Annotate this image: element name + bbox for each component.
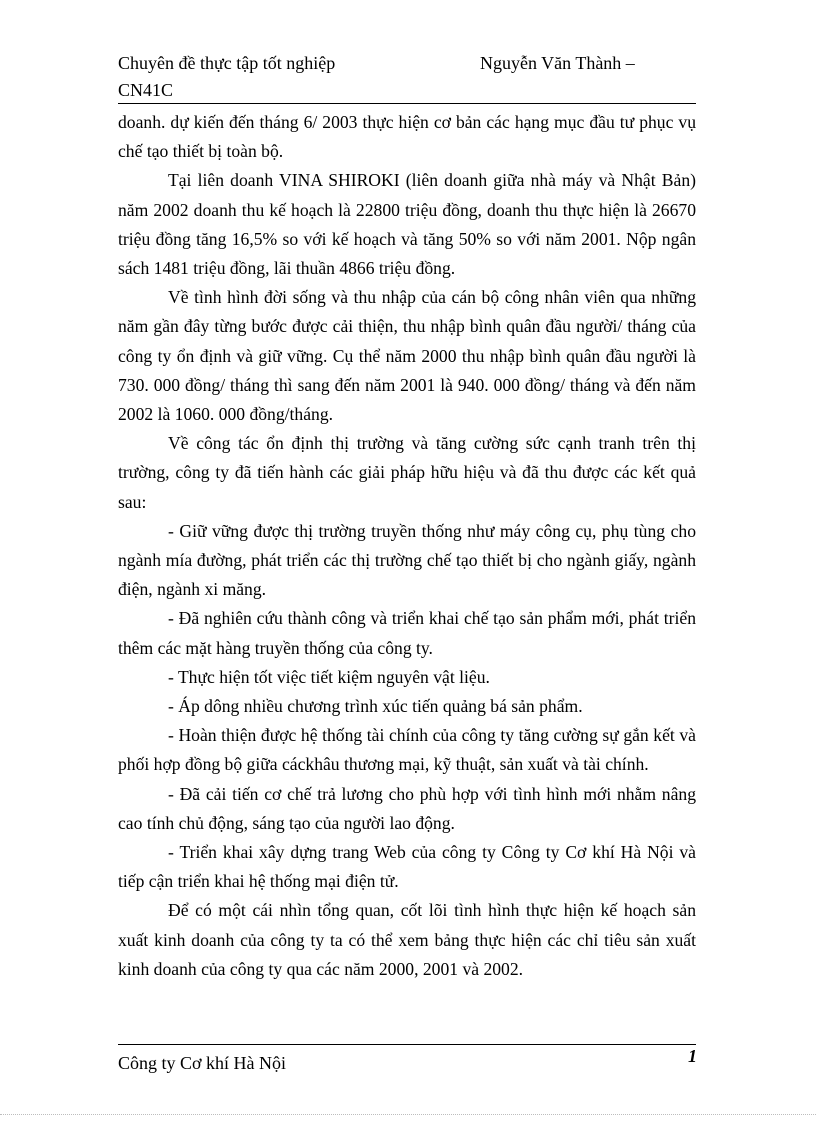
header-class-code: CN41C bbox=[118, 80, 174, 100]
header-author: Nguyễn Văn Thành – bbox=[480, 53, 635, 73]
list-item-promotion: - Áp dông nhiều chương trình xúc tiến quảng bá sản phẩm. bbox=[168, 696, 583, 717]
page-header bbox=[118, 48, 698, 108]
list-item-materials: - Thực hiện tốt việc tiết kiệm nguyên vật liệu. bbox=[168, 666, 490, 687]
paragraph-income: Về tình hình đời sống và thu nhập của cán bộ công nhân viên qua những năm gần đây từng bước được cải thiện, thu nhập bình quân đầu người/ tháng của công ty ổn định và giữ vững. Cụ thể năm 2000 thu nhập bình quân đầu người là 730. 000 đồng/ tháng thì sang đến năm 2001 là 940. 000 đồng/ tháng và đến năm 2002 là 1060. 000 đồng/tháng. bbox=[118, 287, 696, 425]
page-number: 1 bbox=[688, 1046, 697, 1066]
list-item-website: - Triển khai xây dựng trang Web của công ty Công ty Cơ khí Hà Nội và tiếp cận triển khai hệ thống mại điện tử. bbox=[118, 842, 696, 892]
paragraph-vina-shiroki: Tại liên doanh VINA SHIROKI (liên doanh giữa nhà máy và Nhật Bản) năm 2002 doanh thu kế hoạch là 22800 triệu đồng, doanh thu thực hiện là 26670 triệu đồng tăng 16,5% so với kế hoạch và tăng 50% so với năm 2001. Nộp ngân sách 1481 triệu đồng, lãi thuần 4866 triệu đồng. bbox=[118, 170, 696, 279]
paragraph-continuation: doanh. dự kiến đến tháng 6/ 2003 thực hiện cơ bản các hạng mục đầu tư phục vụ chế tạo thiết bị toàn bộ. bbox=[118, 112, 696, 162]
footer-divider bbox=[118, 1044, 696, 1045]
header-report-title: Chuyên đề thực tập tốt nghiệp bbox=[118, 53, 336, 73]
footer-company: Công ty Cơ khí Hà Nội bbox=[118, 1053, 287, 1073]
document-body bbox=[118, 108, 696, 984]
paragraph-overview: Để có một cái nhìn tổng quan, cốt lõi tình hình thực hiện kế hoạch sản xuất kinh doanh của công ty ta có thể xem bảng thực hiện các chỉ tiêu sản xuất kinh doanh của công ty qua các năm 2000, 2001 và 2002. bbox=[118, 900, 696, 979]
list-item-new-products: - Đã nghiên cứu thành công và triển khai chế tạo sản phẩm mới, phát triển thêm các mặt hàng truyền thống của công ty. bbox=[118, 608, 696, 658]
header-divider bbox=[118, 103, 696, 104]
list-item-finance: - Hoàn thiện được hệ thống tài chính của công ty tăng cường sự gắn kết và phối hợp đồng bộ giữa cáckhâu thương mại, kỹ thuật, sản xuất và tài chính. bbox=[118, 725, 696, 775]
list-item-salary: - Đã cải tiến cơ chế trả lương cho phù hợp với tình hình mới nhằm nâng cao tính chủ động, sáng tạo của người lao động. bbox=[118, 783, 696, 833]
page-boundary bbox=[0, 1114, 816, 1115]
list-item-market: - Giữ vững được thị trường truyền thống như máy công cụ, phụ tùng cho ngành mía đường, phát triển các thị trường chế tạo thiết bị cho ngành giấy, ngành điện, ngành xi măng. bbox=[118, 520, 696, 600]
paragraph-market-intro: Về công tác ổn định thị trường và tăng cường sức cạnh tranh trên thị trường, công ty đã tiến hành các giải pháp hữu hiệu và đã thu được các kết quả sau: bbox=[118, 433, 696, 512]
